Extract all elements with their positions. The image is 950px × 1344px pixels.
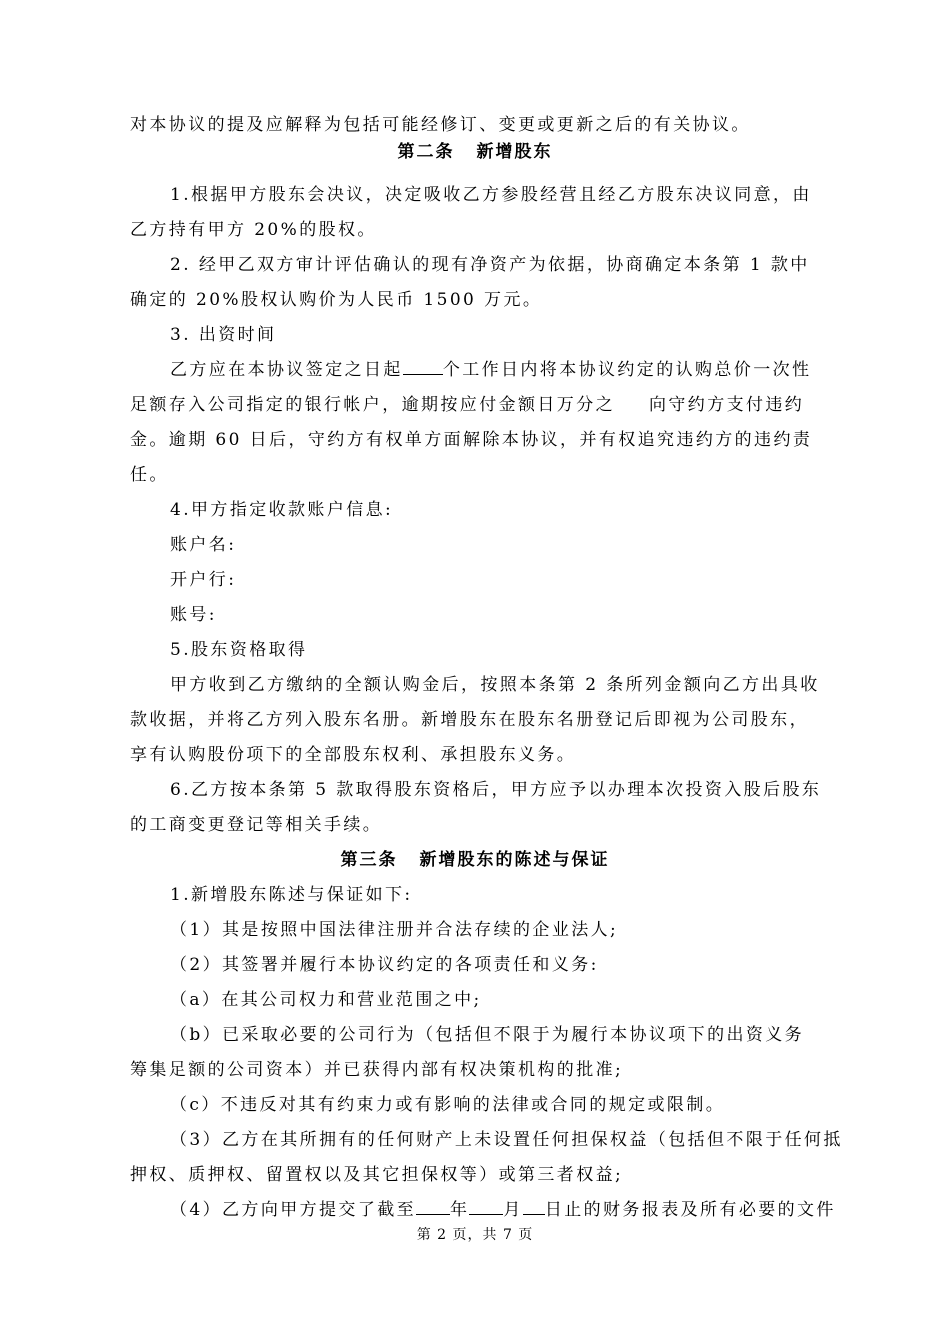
article-title: 新增股东的陈述与保证 [419, 850, 610, 870]
paragraph-line: 乙方持有甲方 20%的股权。 [130, 220, 377, 240]
list-item: （a）在其公司权力和营业范围之中; [170, 990, 482, 1010]
paragraph-line: 甲方收到乙方缴纳的全额认购金后，按照本条第 2 条所列金额向乙方出具收 [170, 675, 820, 695]
list-item: （b）已采取必要的公司行为（包括但不限于为履行本协议项下的出资义务 [170, 1025, 805, 1045]
fill-in-blank [523, 1198, 545, 1215]
paragraph-line: 3. 出资时间 [170, 325, 277, 345]
fill-in-blank [469, 1198, 503, 1215]
page-number-footer: 第 2 页，共 7 页 [416, 1227, 534, 1243]
paragraph-line: 押权、质押权、留置权以及其它担保权等）或第三者权益; [130, 1165, 624, 1185]
paragraph-line: 1.新增股东陈述与保证如下: [170, 885, 413, 905]
article-number: 第二条 [397, 142, 455, 162]
article-number: 第三条 [340, 850, 398, 870]
article-title: 新增股东 [476, 142, 553, 162]
paragraph-line: 款收据，并将乙方列入股东名册。新增股东在股东名册登记后即视为公司股东， [130, 710, 809, 730]
article-2-heading [0, 140, 950, 164]
paragraph-line: 对本协议的提及应解释为包括可能经修订、变更或更新之后的有关协议。 [130, 115, 751, 135]
paragraph-line: 5.股东资格取得 [170, 640, 308, 660]
fill-in-blank [403, 358, 443, 375]
paragraph-line: 确定的 20%股权认购价为人民币 1500 万元。 [130, 290, 543, 310]
paragraph-line: 筹集足额的公司资本）并已获得内部有权决策机构的批准; [130, 1060, 624, 1080]
article-3-heading [0, 848, 950, 872]
bank-label: 开户行: [170, 570, 237, 590]
list-item: （c）不违反对其有约束力或有影响的法律或合同的规定或限制。 [170, 1095, 726, 1115]
paragraph-line: 1.根据甲方股东会决议，决定吸收乙方参股经营且经乙方股东决议同意，由 [170, 185, 812, 205]
paragraph-line: 足额存入公司指定的银行帐户，逾期按应付金额日万分之 向守约方支付违约 [130, 395, 805, 415]
account-name-label: 账户名: [170, 535, 237, 555]
list-item: （3）乙方在其所拥有的任何财产上未设置任何担保权益（包括但不限于任何抵 [170, 1130, 843, 1150]
paragraph-line: 4.甲方指定收款账户信息: [170, 500, 394, 520]
paragraph-line: 享有认购股份项下的全部股东权利、承担股东义务。 [130, 745, 577, 765]
paragraph-line: 6.乙方按本条第 5 款取得股东资格后，甲方应予以办理本次投资入股后股东 [170, 780, 822, 800]
paragraph-line: 乙方应在本协议签定之日起 个工作日内将本协议约定的认购总价一次性 [170, 360, 812, 380]
paragraph-line: 金。逾期 60 日后，守约方有权单方面解除本协议，并有权追究违约方的违约责 [130, 430, 813, 450]
list-item: （1）其是按照中国法律注册并合法存续的企业法人; [170, 920, 619, 940]
list-item: （2）其签署并履行本协议约定的各项责任和义务: [170, 955, 599, 975]
paragraph-line: 2. 经甲乙双方审计评估确认的现有净资产为依据，协商确定本条第 1 款中 [170, 255, 810, 275]
account-number-label: 账号: [170, 605, 217, 625]
paragraph-line: 任。 [130, 465, 169, 485]
paragraph-line: 的工商变更登记等相关手续。 [130, 815, 383, 835]
fill-in-blank [416, 1198, 450, 1215]
list-item: （4）乙方向甲方提交了截至 年 月 日止的财务报表及所有必要的文件 [170, 1200, 836, 1220]
